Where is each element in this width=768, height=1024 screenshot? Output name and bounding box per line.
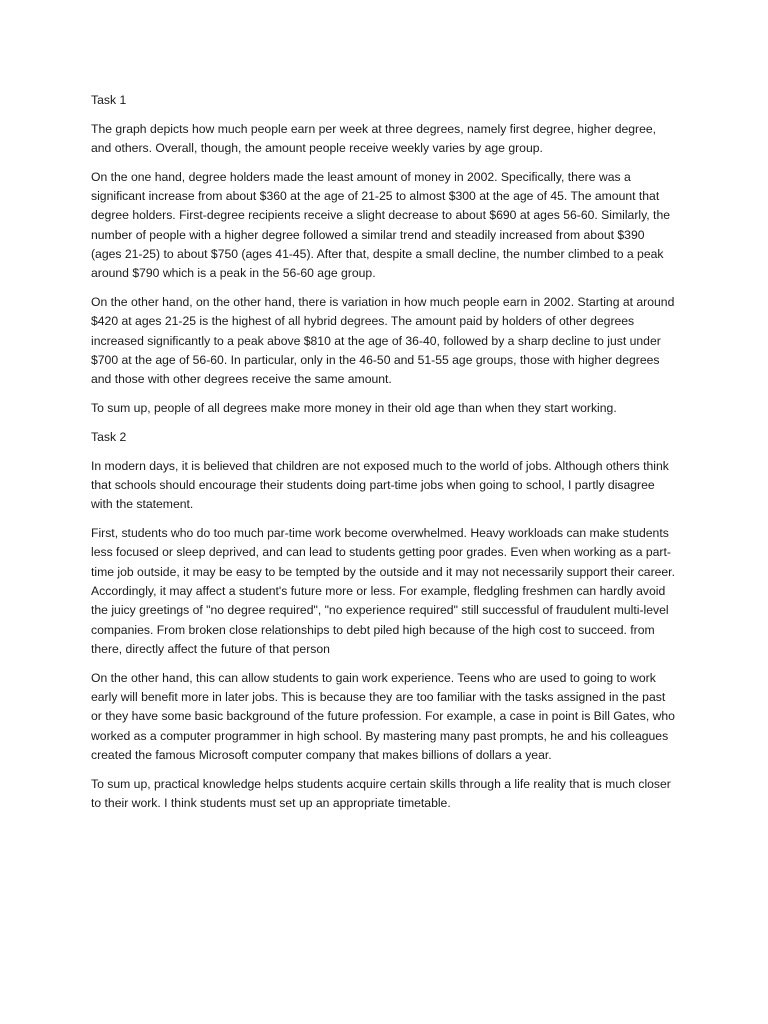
task-2-paragraph-body-2: On the other hand, this can allow students to gain work experience. Teens who are used to going to work early will benefit more in later jobs. This is because they are too familiar with the tasks assigned in the past or they have some basic background of the future profession. For example, a case in point is Bill Gates, who worked as a computer programmer in high school. By mastering many past prompts, he and his colleagues created the famous Microsoft computer company that makes billions of dollars a year. bbox=[91, 670, 675, 762]
task-1-paragraph-body-2: On the other hand, on the other hand, there is variation in how much people earn in 2002. Starting at around $420 at ages 21-25 is the highest of all hybrid degrees. The amount paid by holders of other degrees increased significantly to a peak above $810 at the age of 36-40, followed by a sharp decline to just under $700 at the age of 56-60. In particular, only in the 46-50 and 51-55 age groups, those with higher degrees and those with other degrees receive the same amount. bbox=[91, 295, 675, 387]
task-2-heading: Task 2 bbox=[91, 429, 127, 444]
task-2-paragraph-intro: In modern days, it is believed that children are not exposed much to the world of jobs. Although others think that schools should encourage their students doing part-time jobs when going to school, I partly disagree with the statement. bbox=[91, 458, 669, 512]
task-2-paragraph-body-1: First, students who do too much par-time work become overwhelmed. Heavy workloads can make students less focused or sleep deprived, and can lead to students getting poor grades. Even when working as a part-time job outside, it may be easy to be tempted by the outside and it may not necessarily support their career. Accordingly, it may affect a student's future more or less. For example, fledgling freshmen can hardly avoid the juicy greetings of "no degree required", "no experience required" still successful of fraudulent multi-level companies. From broken close relationships to debt piled high because of the high cost to succeed. from there, directly affect the future of that person bbox=[91, 526, 675, 656]
task-1-paragraph-conclusion: To sum up, people of all degrees make more money in their old age than when they start working. bbox=[91, 401, 617, 416]
task-1-paragraph-body-1: On the one hand, degree holders made the least amount of money in 2002. Specifically, there was a significant increase from about $360 at the age of 21-25 to almost $300 at the age of 45. The amount that degree holders. First-degree recipients receive a slight decrease to about $690 at ages 56-60. Similarly, the number of people with a higher degree followed a similar trend and steadily increased from about $390 (ages 21-25) to about $750 (ages 41-45). After that, despite a small decline, the number climbed to a peak around $790 which is a peak in the 56-60 age group. bbox=[91, 169, 671, 281]
task-1-paragraph-intro: The graph depicts how much people earn per week at three degrees, namely first degree, higher degree, and others. Overall, though, the amount people receive weekly varies by age group. bbox=[91, 121, 657, 156]
task-2-paragraph-conclusion: To sum up, practical knowledge helps students acquire certain skills through a life reality that is much closer to their work. I think students must set up an appropriate timetable. bbox=[91, 776, 671, 810]
document-body bbox=[91, 91, 676, 823]
task-1-heading: Task 1 bbox=[91, 93, 127, 107]
